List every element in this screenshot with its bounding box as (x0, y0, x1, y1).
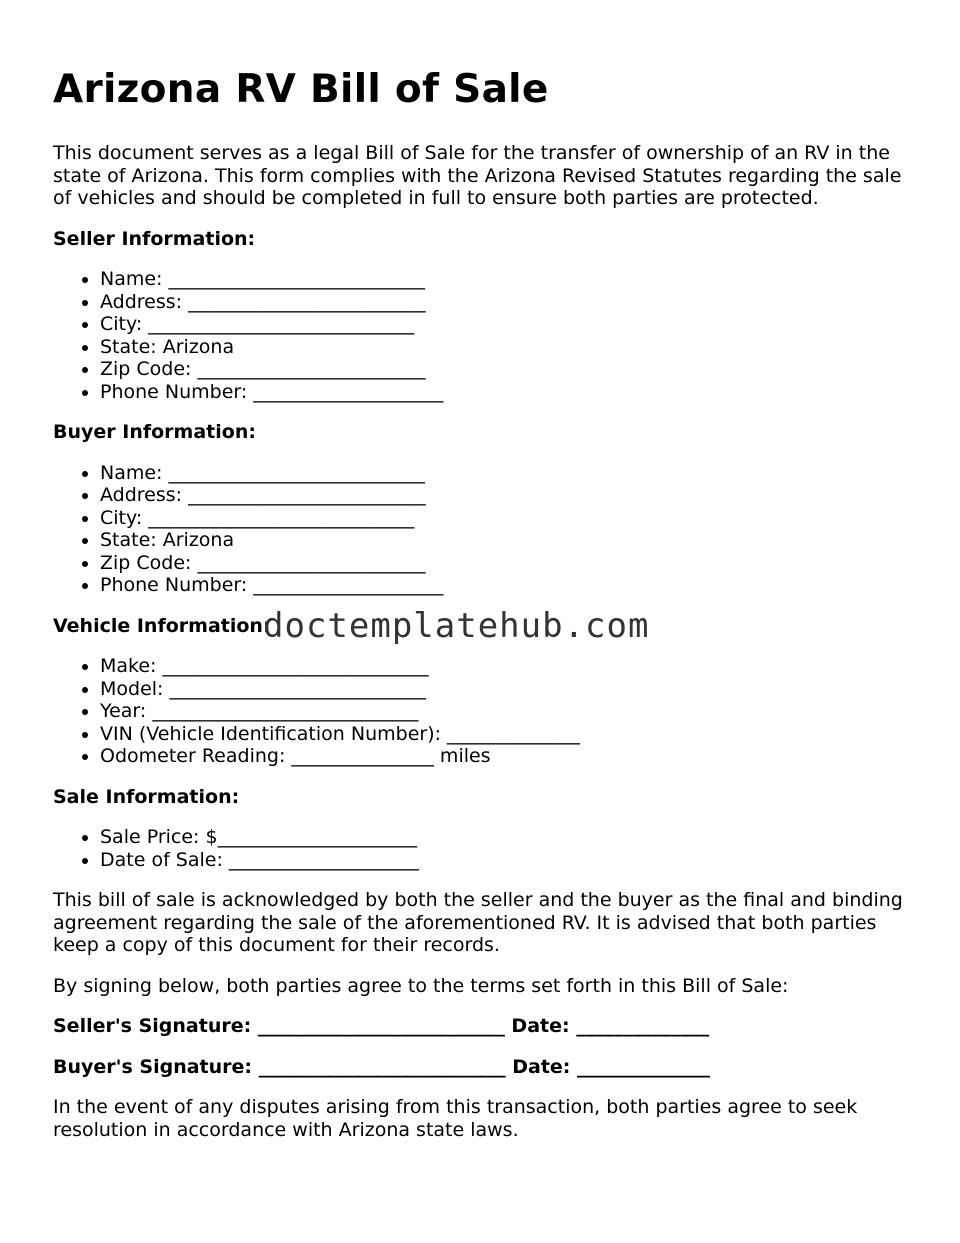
seller-city-field: • City: ____________________________ (100, 313, 913, 336)
buyer-list (53, 462, 913, 597)
watermark: doctemplatehub.com (263, 605, 650, 646)
buyer-address-field: • Address: _________________________ (100, 484, 913, 507)
seller-phone-field: • Phone Number: ____________________ (100, 381, 913, 404)
seller-state-field: • State: Arizona (100, 336, 913, 359)
buyer-phone-field: • Phone Number: ____________________ (100, 574, 913, 597)
acknowledgment-paragraph: This bill of sale is acknowledged by both the seller and the buyer as the final and binding agreement regarding the sale of the aforementioned RV. It is advised that both parties keep a copy of this document for their records. (53, 889, 903, 956)
vehicle-odometer-field: • Odometer Reading: _______________ miles (100, 745, 913, 768)
sale-heading: Sale Information: (53, 785, 240, 808)
buyer-signature-line: Buyer's Signature: __________________________ Date: ______________ (53, 1055, 711, 1078)
seller-zip-field: • Zip Code: ________________________ (100, 358, 913, 381)
intro-paragraph: This document serves as a legal Bill of Sale for the transfer of ownership of an RV in the state of Arizona. This form complies with the Arizona Revised Statutes regarding the sale of vehicles and should be completed in full to ensure both parties are protected. (53, 142, 902, 209)
document-page (53, 64, 913, 1159)
sale-list (53, 826, 913, 871)
buyer-name-field: • Name: ___________________________ (100, 462, 913, 485)
buyer-city-field: • City: ____________________________ (100, 507, 913, 530)
vehicle-heading: Vehicle Information: (53, 614, 271, 637)
buyer-state-field: • State: Arizona (100, 529, 913, 552)
seller-address-field: • Address: _________________________ (100, 291, 913, 314)
vehicle-vin-field: • VIN (Vehicle Identification Number): ______________ (100, 723, 913, 746)
seller-name-field: • Name: ___________________________ (100, 268, 913, 291)
page-title: Arizona RV Bill of Sale (53, 67, 549, 112)
sale-price-field: • Sale Price: $_____________________ (100, 826, 913, 849)
vehicle-year-field: • Year: ____________________________ (100, 700, 913, 723)
buyer-heading: Buyer Information: (53, 421, 256, 443)
signing-intro: By signing below, both parties agree to the terms set forth in this Bill of Sale: (53, 974, 789, 997)
buyer-zip-field: • Zip Code: ________________________ (100, 552, 913, 575)
vehicle-list (53, 655, 913, 768)
sale-date-field: • Date of Sale: ____________________ (100, 849, 913, 872)
seller-list (53, 268, 913, 403)
vehicle-model-field: • Model: ___________________________ (100, 678, 913, 701)
vehicle-make-field: • Make: ____________________________ (100, 655, 913, 678)
seller-heading: Seller Information: (53, 227, 256, 250)
seller-signature-line: Seller's Signature: __________________________ Date: ______________ (53, 1015, 710, 1037)
disputes-paragraph: In the event of any disputes arising from this transaction, both parties agree to seek resolution in accordance with Arizona state laws. (53, 1096, 858, 1141)
